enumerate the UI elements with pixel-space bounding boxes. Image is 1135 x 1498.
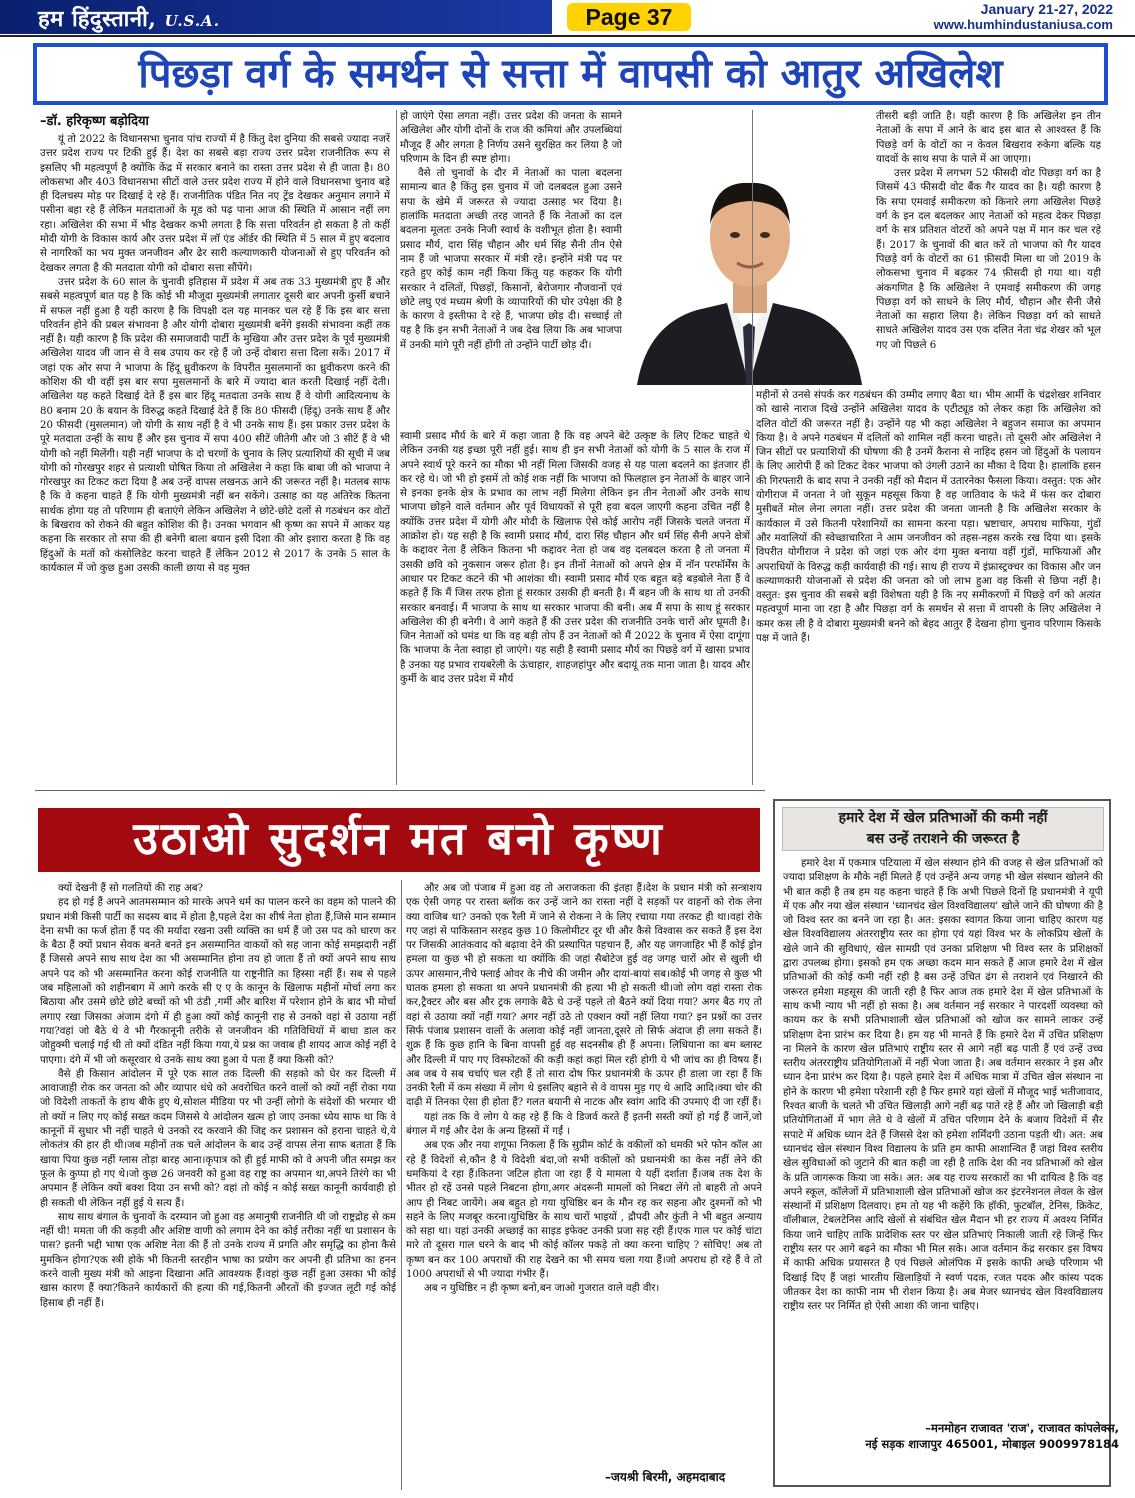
akhilesh-portrait-photo — [627, 155, 872, 385]
paragraph: वैसे ही किसान आंदोलन में पूरे एक साल तक दिल्ली की सड़को को घेर कर दिल्ली में आवाजाही रोक कर जनता को और व्यापार धंधे को अवरोधित करने वालों को क्यों नहीं रोका गया जो विदेशी ताकतों के हाथ बीके हुए थे,सोशल मीडिया पर भी उन्हीं लोगो के संदेशों की भरमार थी तो क्यों न लिए गए कोई सख्त कदम जिससे ये आंदोलन खत्म हो जाए उनका ध्येय साफ था कि वे कानूनों में सुधार भी नहीं चाहते थे उनको रद करवाने की जिद्द कर प्रशासन को हराना चाहते थे,ये लोकतंत्र की हार ही थी।जब महीनों तक चले आंदोलन के बाद उन्हें वापस लेना साफ बताता हैं कि खाया पिया कुछ नहीं ग्लास तोड़ा बारह आना।कृपात्र को ही हुई माफी को वे अपनी जीत समझ कर फूल के कुप्पा हो गए थे।जो कुछ 26 जनवरी को हुआ वह राष्ट्र का अपमान था,अपने तिरंगे का भी अपमान हैं लेकिन क्यों बक्श दिया उन सभी को? वहां तो कोई न कोई सख्त कानूनी कार्यवाही हो ही सकती थी लेकिन नहीं हुई ये सत्य हैं। — [40, 1068, 396, 1209]
author-line2: नई सड़क शाजापुर 465001, मोबाइल 9009978184 — [865, 1437, 1119, 1451]
edition-label: U.S.A. — [164, 12, 220, 30]
author-line1: –मनमोहन राजावत 'राज', राजावत कांपलेक्स, — [925, 1421, 1119, 1435]
article2-column-1 — [40, 882, 396, 1482]
paragraph: उत्तर प्रदेश के 60 साल के चुनावी इतिहास में प्रदेश में अब तक 33 मुख्यमंत्री हुए हैं और सबसे महत्वपूर्ण बात यह है कि कोई भी मौजूदा मुख्यमंत्री लगातार दूसरी बार अपनी कुर्सी बचाने में सफल नहीं हुआ है यही कारण है कि विपक्षी दल यह मानकर चल रहे हैं कि इस बार सत्ता परिवर्तन होने की प्रबल संभावना है और योगी दोबारा मुख्यमंत्री बनेंगे इसकी संभावना कहीं तक नहीं है। यही कारण है कि प्रदेश की समाजवादी पार्टी के मुखिया और उत्तर प्रदेश के पूर्व मुख्यमंत्री अखिलेश यादव जी जान से वे सब उपाय कर रहे हैं जो उन्हें दोबारा सत्ता दिला सकें। 2017 में जहां एक ओर सपा ने भाजपा के हिंदू ध्रुवीकरण के विपरीत मुसलमानों का ध्रुवीकरण करने की कोशिश की थी वहीं इस बार सपा मुसलमानों के बारे में ज्यादा बात करती दिखाई नहीं देती। अखिलेश यह कहते दिखाई देते हैं इस बार हिंदू मतदाता उनके साथ हैं वे योगी आदित्यनाथ के 80 बनाम 20 के बयान के विरुद्ध कहते दिखाई देते हैं कि 80 फीसदी (हिंदू) उनके साथ हैं और 20 फीसदी (मुसलमान) जो योगी के साथ नहीं है वे भी उनके साथ हैं। इस प्रकार उत्तर प्रदेश के पूरे मतदाता उन्हीं के साथ हैं और इस चुनाव में सपा 400 सीटें जीतेगी और जो 3 सीटें हैं वे भी योगी को नहीं मिलेंगी। यही नहीं भाजपा के दो चरणों के चुनाव के लिए प्रत्याशियों की सूची में जब योगी को गोरखपुर शहर से प्रत्याशी घोषित किया तो अखिलेश ने कहा कि बाबा जी को भाजपा ने गोरखपुर का टिकट कटा दिया है अब उन्हें वापस लखनऊ आने की जरूरत नहीं है। मतलब साफ है कि वे कहना चाहते हैं कि योगी मुख्यमंत्री नहीं बन सकेंगे। उत्साह का यह अतिरेक कितना सार्थक होगा यह तो परिणाम ही बताएंगे लेकिन अखिलेश ने छोटे-छोटे दलों से गठबंधन कर वोटों के बिखराव को रोकने की बहुत कोशिश की है। उनका भगवान श्री कृष्ण का सपने में आकर यह कहना कि सरकार तो सपा की ही बनेगी बाला बयान इसी दिशा की ओर इशारा करता है कि वह हिंदुओं के मतों को कंसोलिडेट करना चाहते हैं लेकिन 2012 से 2017 के उनके 5 साल के कार्यकाल में जो कुछ हुआ उसकी काली छाया से वह मुक्त — [40, 276, 390, 574]
paragraph: हो जाएंगे ऐसा लगता नहीं। उत्तर प्रदेश की जनता के सामने अखिलेश और योगी दोनों के राज की कमियां और उपलब्धियां मौजूद हैं और लगता है निर्णय उसने सुरक्षित कर लिया है जो परिणाम के दिन ही स्पष्ट होगा। — [400, 111, 622, 165]
paragraph: यहां तक कि वे लोग ये कह रहे हैं कि वे डिजर्व करते हैं इतनी सस्ती क्यों हो गई हैं जानें,जो बंगाल में गई और देश के अन्य हिस्सों में गईं । — [406, 1111, 762, 1138]
paragraph: यूं तो 2022 के विधानसभा चुनाव पांच राज्यों में है किंतु देश दुनिया की सबसे ज्यादा नजरें उत्तर प्रदेश राज्य पर टिकी हुई हैं। देश का सबसे बड़ा राज्य उत्तर प्रदेश राजनीतिक रूप से इसलिए भी महत्वपूर्ण है क्योंकि केंद्र में सरकार बनाने का रास्ता उत्तर प्रदेश से ही जाता है। 80 लोकसभा और 403 विधानसभा सीटों वाले उत्तर प्रदेश राज्य में होने वाले विधानसभा चुनाव बड़े ही दिलचस्प मोड़ पर दिखाई दे रहे हैं। राजनीतिक पंडित नित नए ट्रेंड देखकर अनुमान लगाने में पसीना बहा रहे हैं लेकिन मतदाताओं के मूड को पढ़ पाना आज की स्थिति में आसान नहीं लग रहा। अखिलेश की सभा में भीड़ देखकर कभी लगता है कि सत्ता परिवर्तन हो सकता है तो कहीं मोदी योगी के विकास कार्य और उत्तर प्रदेश में लॉ एंड ऑर्डर की स्थिति में 5 साल में हुए बदलाव से नागरिकों का भय मुक्त जनजीवन और ढेर सारी कल्याणकारी योजनाओं से हुए परिवर्तन को देखकर लगता है की मतदाता योगी को दोबारा सत्ता सौंपेंगे। — [40, 134, 390, 274]
sports-article-box — [773, 799, 1111, 1487]
article1-column-3a — [876, 110, 1101, 390]
masthead — [0, 0, 1135, 34]
paragraph: अब न युधिष्ठिर न ही कृष्ण बनो,बन जाओ गुजरात वाले वही वीर। — [424, 1283, 660, 1295]
portrait-image — [627, 155, 872, 385]
column-divider — [396, 110, 397, 785]
masthead-rule — [0, 35, 1135, 37]
article1-column-1 — [40, 133, 390, 783]
sports-article-headline — [782, 807, 1104, 851]
column-divider — [401, 880, 402, 1490]
paragraph: और अब जो पंजाब में हुआ वह तो अराजकता की इंतहा हैं।देश के प्रधान मंत्री को सन्त्राशय एक ऐसी जगह पर रास्ता ब्लॉक कर उन्हें जाने का रास्ता नहीं दे सड़कों पर वाहनों को रोक लेना क्या वाजिब था? उनको एक रैली में जाने से रोकना ने के लिए रचाया गया तरकट ही था।वहां रोके गए जहां से पाकिस्तान सरहद कुछ 10 किलोमीटर दूर थी और कैसे विश्वास कर सकते हैं इस देश पर जिसकी आतंकवाद को बढ़ावा देने की प्रस्थापित पहचान हैं, और यह जगजाहिर भी हैं कोई ड्रोन हमला या कुछ भी हो सकता था क्योंकि की जहां सैबोटेज हुई वह जगह चारों ओर से खुली थी ऊपर आसमान,नीचे फ्लाई ओवर के नीचे की जमीन और दायां-बायां सब।कोई भी जगह से कुछ भी घातक हमला हो सकता था अपने प्रधानमंत्री की हत्या भी हो सकती थी।जो लोग वहां रास्ता रोक कर,ट्रैक्टर और बस और ट्रक लगाके बैठे थे उन्हें पहले तो बैठने क्यों दिया गया? अगर बैठ गए तो वहां से उठाया क्यों नहीं गया? अगर नहीं उठे तो एक्शन क्यों नहीं लिया गया? इन प्रश्नों का उत्तर सिर्फ पंजाब प्रशासन वालों के अलावा कोई नहीं जानता,दूसरे तो सिर्फ अंदाज ही लगा सकते हैं।शुक्र हैं कि कुछ हानि के बिना वापसी हुई वह सदनसीब ही हैं अपना। लिधियाना का बम ब्लास्ट और दिल्ली में पाए गए विस्फोटकों की कड़ी कहां कहां मिल रही होगी ये भी जांच का ही विषय हैं। अब जब ये सब चर्चाएं चल रही हैं तो सारा दोष फिर प्रधानमंत्री के ऊपर ही डाला जा रहा हैं कि उनकी रैली में कम संख्या में लोग थे इसलिए बहाने से वे वापस मुड़ गए थे आदि आदि।क्या चोर की दाढ़ी में तिनका ऐसा ही होता हैं? गलत बयानी से नाटक और स्वांग आदि की उपमाएं दी जा रहीं हैं। — [406, 883, 762, 1109]
paragraph: उत्तर प्रदेश में लगभग 52 फीसदी वोट पिछड़ा वर्ग का है जिसमें 43 फीसदी वोट बैंक गैर यादव का है। यही कारण है कि सपा एमवाई समीकरण को किनारे लगा अखिलेश पिछड़े वर्ग के इन दल बदलकर आए नेताओं को महत्व देकर पिछड़ा वर्ग के सत्र प्रतिशत वोटरों को अपने पक्ष में मान कर चल रहे हैं। 2017 के चुनावों की बात करें तो भाजपा को गैर यादव पिछड़े वर्ग के वोटरों का 61 फ़ीसदी मिला था जो 2019 के लोकसभा चुनाव में बढ़कर 74 फ़ीसदी हो गया था। यही अंकगणित है कि अखिलेश ने एमवाई समीकरण की जगह पिछड़ा वर्ग को साधने के लिए मौर्य, चौहान और सैनी जैसे नेताओं का सहारा लिया है। लेकिन पिछड़ा वर्ग को साधते साधते अखिलेश यादव उस एक दलित नेता चंद्र शेखर को भूल गए जो पिछले 6 — [876, 168, 1101, 351]
sports-article-author — [865, 1420, 1119, 1452]
page-number: Page 37 — [567, 3, 691, 31]
issue-date: January 21-27, 2022 — [980, 1, 1113, 17]
paragraph: तीसरी बड़ी जाति है। यही कारण है कि अखिलेश इन तीन नेताओं के सपा में आने के बाद इस बात से आश्वस्त हैं कि पिछड़े वर्ग के वोटों का न केवल बिखराव रुकेगा बल्कि यह यादवों के साथ सपा के पाले में आ जाएगा। — [876, 111, 1101, 165]
paragraph: क्यों देखनी हैं सो गलतियों की राह अब? — [58, 883, 204, 894]
paper-name-text: हम हिंदुस्तानी, — [38, 6, 157, 32]
paragraph: वैसे तो चुनावों के दौर में नेताओं का पाला बदलना सामान्य बात है किंतु इस चुनाव में जो दलबदल हुआ उसने सपा के खेमे में जरूरत से ज्यादा उत्साह भर दिया है। हालांकि मतदाता अच्छी तरह जानते हैं कि नेताओं का दल बदलना मूलतः उनके निजी स्वार्थ के वशीभूत होता है। स्वामी प्रसाद मौर्य, दारा सिंह चौहान और धर्म सिंह सैनी तीन ऐसे नाम हैं जो भाजपा सरकार में मंत्री रहे। इन्होंने मंत्री पद पर रहते हुए कोई काम नहीं किया किंतु यह कहकर कि योगी सरकार ने दलितों, पिछड़ों, किसानों, बेरोजगार नौजवानों एवं छोटे लघु एवं मध्यम श्रेणी के व्यापारियों की घोर उपेक्षा की है के कारण वे इस्तीफा दे रहे हैं, भाजपा छोड़ दी। सच्चाई तो यह है कि इन सभी नेताओं ने जब देख लिया कि अब भाजपा में उनकी मांगे पूरी नहीं होंगी तो उन्होंने पार्टी छोड़ दी। — [400, 168, 622, 351]
article1-headline: पिछड़ा वर्ग के समर्थन से सत्ता में वापसी को आतुर अखिलेश — [33, 43, 1108, 105]
paragraph: साथ साथ बंगाल के चुनावों के दरम्यान जो हुआ वह अमानुषी राजनीति थी जो राष्ट्रद्रोह से कम नहीं थी! ममता जी की कड़वी और अशिष्ट वाणी को लगाम देने का कोई तरीका नहीं था प्रशासन के पास? इतनी भद्दी भाषा एक अशिष्ट नेता की हैं तो उनके राज्य में प्रगति और समृद्धि का होना कैसे मुमकिन होगा?एक स्त्री होके भी कितनी स्तरहीन भाषा का प्रयोग कर अपनी ही प्रतिभा का हनन करने वाली मुख्य मंत्री को आइना दिखाना अति आवश्यक हैं।वहां कुछ नहीं हुआ उसका भी कोई खास कारण हैं क्या?कितने कार्यकारों की हत्या की गई,कितनी औरतों की इज्जत लूटी गई कोई हिसाब ही नहीं हैं। — [40, 1211, 396, 1309]
article1-column-3b — [756, 389, 1101, 785]
paper-name — [0, 0, 552, 34]
paragraph: अब एक और नया शगूफा निकला हैं कि सुप्रीम कोर्ट के वकीलों को धमकी भरे फोन कॉल आ रहे हैं विदेशों से,कौन है ये विदेशी बंदा,जो सभी वकीलों को प्रधानमंत्री का केस नहीं लेने की धमकियां दे रहा हैं।कितना जटिल होता जा रहा हैं ये मामला ये यहीं दर्शाता हैं।जब तक देश के भीतर हो रहें उनसे पहले निबटना होगा,अगर अंदरूनी मामलों को निबटा लेंगे तो बाहरी तो अपने आप ही निबट जायेंगे। अब बहुत हो गया युधिष्ठिर बन के मौन रह कर सहना और दुश्मनों को भी सहने के लिए मजबूर करना।युधिष्ठिर के साथ चारों भाइयों , द्रौपदी और कुंती ने भी बहुत अन्याय को सहा था। यहां उनकी अच्छाई का साइड इफेक्ट उनकी प्रजा सह रही हैं।एक गाल पर कोई चांटा मारे तो दूसरा गाल धरने के बाद भी कोई कॉलर पकड़े तो क्या करना चाहिए ? सोचिए! अब तो कृष्ण बन कर 100 अपराधों की राह देखने का भी समय चला गया हैं।जो अपराध हो रहे हैं वे तो 1000 अपराधों से भी ज्यादा गंभीर हैं। — [406, 1140, 762, 1281]
paragraph: हमारे देश में एकमात्र पटियाला में खेल संस्थान होने की वजह से खेल प्रतिभाओं को ज्यादा प्रशिक्षण के मौके नहीं मिलते हैं एवं उन्हेंने अन्य जगह भी खेल संस्थान खोलने की भी बात कही है तब हम यह कहना चाहते हैं कि अभी पिछले दिनों हि प्रधानमंत्री ने यूपी में एक और नया खेल संस्थान 'ध्यानचंद खेल विश्वविद्यालय' खोले जाने की घोषणा की है जो विश्व स्तर का बनने जा रहा है। अत: इसका स्वागत किया जाना चाहिए कारण यह खेल विश्वविद्यालय अंतरराष्ट्रीय स्तर का होगा एवं यहां विश्व भर के लोकप्रिय खेलों के खेले जाने की सुविधाएं, खेल सामग्री एवं उनका प्रशिक्षण भी विश्व स्तर के प्रशिक्षकों द्वारा उपलब्ध होगा। इसको हम एक अच्छा कदम मान सकते हैं आज हमारे देश में खेल प्रतिभाओं की कोई कमी नहीं रही है बस उन्हें उचित ढंग से तराशने एवं निखारने की जरूरत हमेशा महसूस की जाती रही है फिर आज तक हमारे देश में खेल प्रतिभाओं के साथ कभी न्याय भी नहीं हो सका है। अब वर्तमान नई सरकार ने पारदर्शी व्यवस्था को कायम कर के सभी प्रतिभाशाली खेल प्रतिभाओं को खोज कर सामने लाकर उन्हें प्रशिक्षण देना प्रारंभ कर दिया है। हम यह भी मानते हैं कि हमारे देश में उचित प्रशिक्षण ना मिलने के कारण खेल प्रतिभाएं राष्ट्रीय स्तर से आगे नहीं बढ़ पाती हैं एवं उन्हें उच्च स्तरीय अंतरराष्ट्रीय प्रतियोगिताओं में नहीं भेजा जाता है। अब वर्तमान सरकार ने इस और ध्यान देना प्रारंभ कर दिया है। पहले हमारे देश में अधिक मात्रा में उचित खेल संस्थान ना होने के कारण भी हमेशा परेशानी रही है फिर हमारे यहां खेलों में मौजूद भाई भतीजावाद, रिश्वत बाजी के चलते भी उचित खिलाड़ी आगे नहीं बढ़ पाते रहे हैं और जो खिलाड़ी बड़ी प्रतियोगिताओं में भाग लेते थे वे खेलों में उचित परिणाम देने के बजाय विदेशों में सैर सपाटे में अधिक ध्यान देते हैं जिससे देश को हमेशा शर्मिंदगी उठाना पड़ती थी। अत: अब ध्यानचंद खेल संस्थान विश्व विद्यालय के प्रति हम काफी आशान्वित हैं जहां विश्व स्तरीय खेल सुविधाओं को जुटाने की बात कही जा रही है ताकि देश की नव प्रतिभाओं को खेल के प्रति जागरूक किया जा सके। अत: अब यह राज्य सरकारों का भी दायित्व है कि वह अपने स्कूल, कॉलेजों में प्रतिभाशाली खेल प्रतिभाओं खोज कर इंटरनेशनल लेवल के खेल संस्थानों में प्रशिक्षण दिलवाए। हम तो यह भी कहेंगे कि हॉकी, फुटबॉल, टेनिस, क्रिकेट, वॉलीबाल, टेबलटेनिस आदि खेलों से संबंधित खेल मैदान भी हर राज्य में अवश्य निर्मित किया जाने चाहिए ताकि प्रादेशिक स्तर पर खेल प्रतिभाएं निकाली जाती रहे जिन्हें फिर राष्ट्रीय स्तर पर आगे बढ़ने का मौका भी मिल सके। आज वर्तमान केंद्र सरकार इस विषय में काफी अधिक प्रयासरत है एवं पिछले ओलंपिक में इसके काफी अच्छे परिणाम भी दिखाई दिए हैं जहां भारतीय खिलाड़ियों ने स्वर्ण पदक, रजत पदक और कांस्य पदक जीतकर देश का काफी नाम भी रोशन किया है। अब मेजर ध्यानचंद खेल विश्वविद्यालय राष्ट्रीय स्तर पर निर्मित हो ऐसी आशा की जाना चाहिए। — [783, 858, 1103, 1313]
article2-headline: उठाओ सुदर्शन मत बनो कृष्ण — [38, 808, 760, 872]
paragraph: हद हो गई हैं अपने आतमसम्मान को मारके अपने धर्म का पालन करने का वहम को पालने की प्रधान मंत्री किसी पार्टी का सदस्य बाद में होता है,पहले देश का शीर्ष नेता होता हैं,जिसे मान सम्मान देना सभी का फर्ज होता हैं पद की मर्यादा रखना उसी व्यक्ति का धर्म हैं जो उस पद को धारण कर के बैठा हैं क्यों प्रधान सेवक बनते बनते इन असम्मानित वाकयों को सह जाना कोई समझदारी नहीं हैं जिससे अपने साथ साथ देश का भी असम्मानित होना तय हो जाता हैं तो क्यों अपने साथ साथ अपने पद को भी असम्मानित करना कोई राजनीति या राष्ट्रनीति का हिस्सा नहीं हैं। सब से पहले जब महिलाओं को शहीनबाग में आगे करके सी ए ए के कानून के खिलाफ महीनों मोर्चा लगा कर बिठाया और उसमे छोटे छोटे बच्चों को भी ठंडी ,गर्मी और बारिश में परेशान होने के बाद भी मोर्चा लगाए रखा जिसका अंजाम दंगो में ही हुआ क्यों कोई कानूनी राह से उनको वहां से उठाया नहीं गया?वहां जो बैठे थे वे भी गैरकानूनी तरीके से जनजीवन की गतिविधियों में बाधा डाल कर जोहुक्मी चलाई गई थी तो क्यों दंडित नहीं किया गया,ये प्रश्न का जवाब ही शायद आज कोई नहीं दे पाएगा। दंगे में भी जो कसूरवार थे उनके साथ क्या हुआ ये पता हैं क्या किसी को? — [40, 897, 396, 1066]
sports-headline-line1: हमारे देश में खेल प्रतिभाओं की कमी नहीं — [838, 810, 1048, 826]
column-divider — [752, 110, 753, 785]
sports-headline-line2: बस उन्हें तराशने की जरूरत है — [866, 831, 1020, 847]
article1-byline: –डॉ. हरिकृष्ण बड़ोदिया — [40, 114, 149, 129]
paragraph: महीनों से उनसे संपर्क कर गठबंधन की उम्मीद लगाए बैठा था। भीम आर्मी के चंद्रशेखर शनिवार को खासे नाराज दिखे उन्होंने अखिलेश यादव के एटीट्यूड को लेकर कहा कि अखिलेश को दलित वोटों की जरूरत नहीं है। उन्होंने यह भी कहा अखिलेश ने बहुजन समाज का अपमान किया है। वे अपने गठबंधन में दलितों को शामिल नहीं करना चाहते। तो दूसरी ओर अखिलेश ने जिन सीटों पर प्रत्याशियों की घोषणा की है उनमें कैराना से नाहिद हसन जो हिंदुओं के पलायन के लिए आरोपी हैं को टिकट देकर भाजपा को उंगली उठाने का मौका दे दिया है। हालांकि हसन की गिरफ्तारी के बाद सपा ने उनकी नहीं को मैदान में उतारनेका फैसला किया। वस्तुत: एक ओर योगीराज में जनता ने जो सुकून महसूस किया है वह जातिवाद के फंदे में फंस कर दोबारा मुसीबतें मोल लेना लगता नहीं। उत्तर प्रदेश की जनता जानती है कि अखिलेश सरकार के कार्यकाल में उसे कितनी परेशानियों का सामना करना पड़ा। भ्रष्टाचार, अपराध माफिया, गुंडों और मवालियों की स्वेच्छाचारिता ने आम जनजीवन को तहस-नहस करके रख दिया था। इसके विपरीत योगीराज ने प्रदेश को जहां एक ओर दंगा मुक्त बनाया वहीं गुंडों, माफियाओं और अपराधियों के विरुद्ध कड़ी कार्यवाही की गई। साथ ही राज्य में इंफ्रास्ट्रक्चर का विकास और जन कल्याणकारी योजनाओं से प्रदेश की जनता को जो लाभ हुआ वह किसी से छिपा नहीं है। वस्तुत: इस चुनाव की सबसे बड़ी विशेषता यही है कि नए समीकरणों में पिछड़े वर्ग को अत्यंत महत्वपूर्ण माना जा रहा है और पिछड़ा वर्ग के समर्थन से सत्ता में वापसी के लिए अखिलेश ने कमर कस ली है वे दोबारा मुख्यमंत्री बनने को बेहद आतुर हैं देखना होगा चुनाव परिणाम किसके पक्ष में जाते हैं। — [756, 390, 1101, 645]
masthead-right — [934, 2, 1113, 32]
section-divider — [35, 790, 765, 791]
article2-column-2 — [406, 882, 762, 1464]
website-link[interactable]: www.humhindustaniusa.com — [933, 17, 1113, 32]
sports-article-body — [783, 857, 1103, 1417]
article1-column-2a — [400, 110, 622, 430]
article1-column-2b — [400, 430, 750, 785]
article2-author: –जयश्री बिरमी, अहमदाबाद — [605, 1470, 726, 1484]
paragraph: स्वामी प्रसाद मौर्य के बारे में कहा जाता है कि वह अपने बेटे उत्कृष्ट के लिए टिकट चाहते थे लेकिन उनकी यह इच्छा पूरी नहीं हुई। साथ ही इन सभी नेताओं को योगी के 5 साल के राज में अपने स्वार्थ पूरे करने का मौका भी नहीं मिला जिसकी वजह से यह पाला बदलने का इंतजार ही कर रहे थे। जो भी हो इसमें तो कोई शक नहीं कि भाजपा को फिलहाल इन नेताओं के बाहर जाने से इनका इनके क्षेत्र के प्रभाव का लाभ नहीं मिलेगा लेकिन इन तीन नेताओं और उनके साथ भाजपा छोड़ने वाले वर्तमान और पूर्व विधायकों से पूरी हवा बदल जाएगी कहना उचित नहीं है क्योंकि उत्तर प्रदेश में योगी और मोदी के खिलाफ ऐसे कोई आरोप नहीं जिसके चलते जनता में आक्रोश हो। यह सही है कि स्वामी प्रसाद मौर्य, दारा सिंह चौहान और धर्म सिंह सैनी अपने क्षेत्रों के कद्दावर नेता हैं लेकिन कितना भी कद्दावर नेता हो जब वह दलबदल करता है तो जनता में उसकी छवि को नुकसान जरूर होता है। इन तीनों नेताओं को अपने क्षेत्र में नॉन परफॉर्मेंस के आधार पर टिकट कटने की भी आशंका थी। स्वामी प्रसाद मौर्य एक बहुत बड़े बड़बोले नेता हैं वे कहते हैं कि मैं जिस तरफ होता हूं सरकार उसकी ही बनती है। मैं बहन जी के साथ था तो उनकी सरकार बनवाई। मैं भाजपा के साथ था सरकार भाजपा की बनी। अब मैं सपा के साथ हूं सरकार अखिलेश की ही बनेगी। वे आगे कहते हैं की उत्तर प्रदेश की राजनीति उनके चारों ओर घूमती है। जिन नेताओं को घमंड था कि वह बड़ी तोप हैं उन नेताओं को मैं 2022 के चुनाव में ऐसा दागूंगा कि भाजपा के नेता स्वाहा हो जाएंगे। यह सही है स्वामी प्रसाद मौर्य का पिछड़े वर्ग में खासा प्रभाव है उनका यह प्रभाव रायबरेली के ऊंचाहार, शाहजहांपुर और बदायूं तक माना जाता है। यादव और कुर्मी के बाद उत्तर प्रदेश में मौर्य — [400, 431, 750, 686]
